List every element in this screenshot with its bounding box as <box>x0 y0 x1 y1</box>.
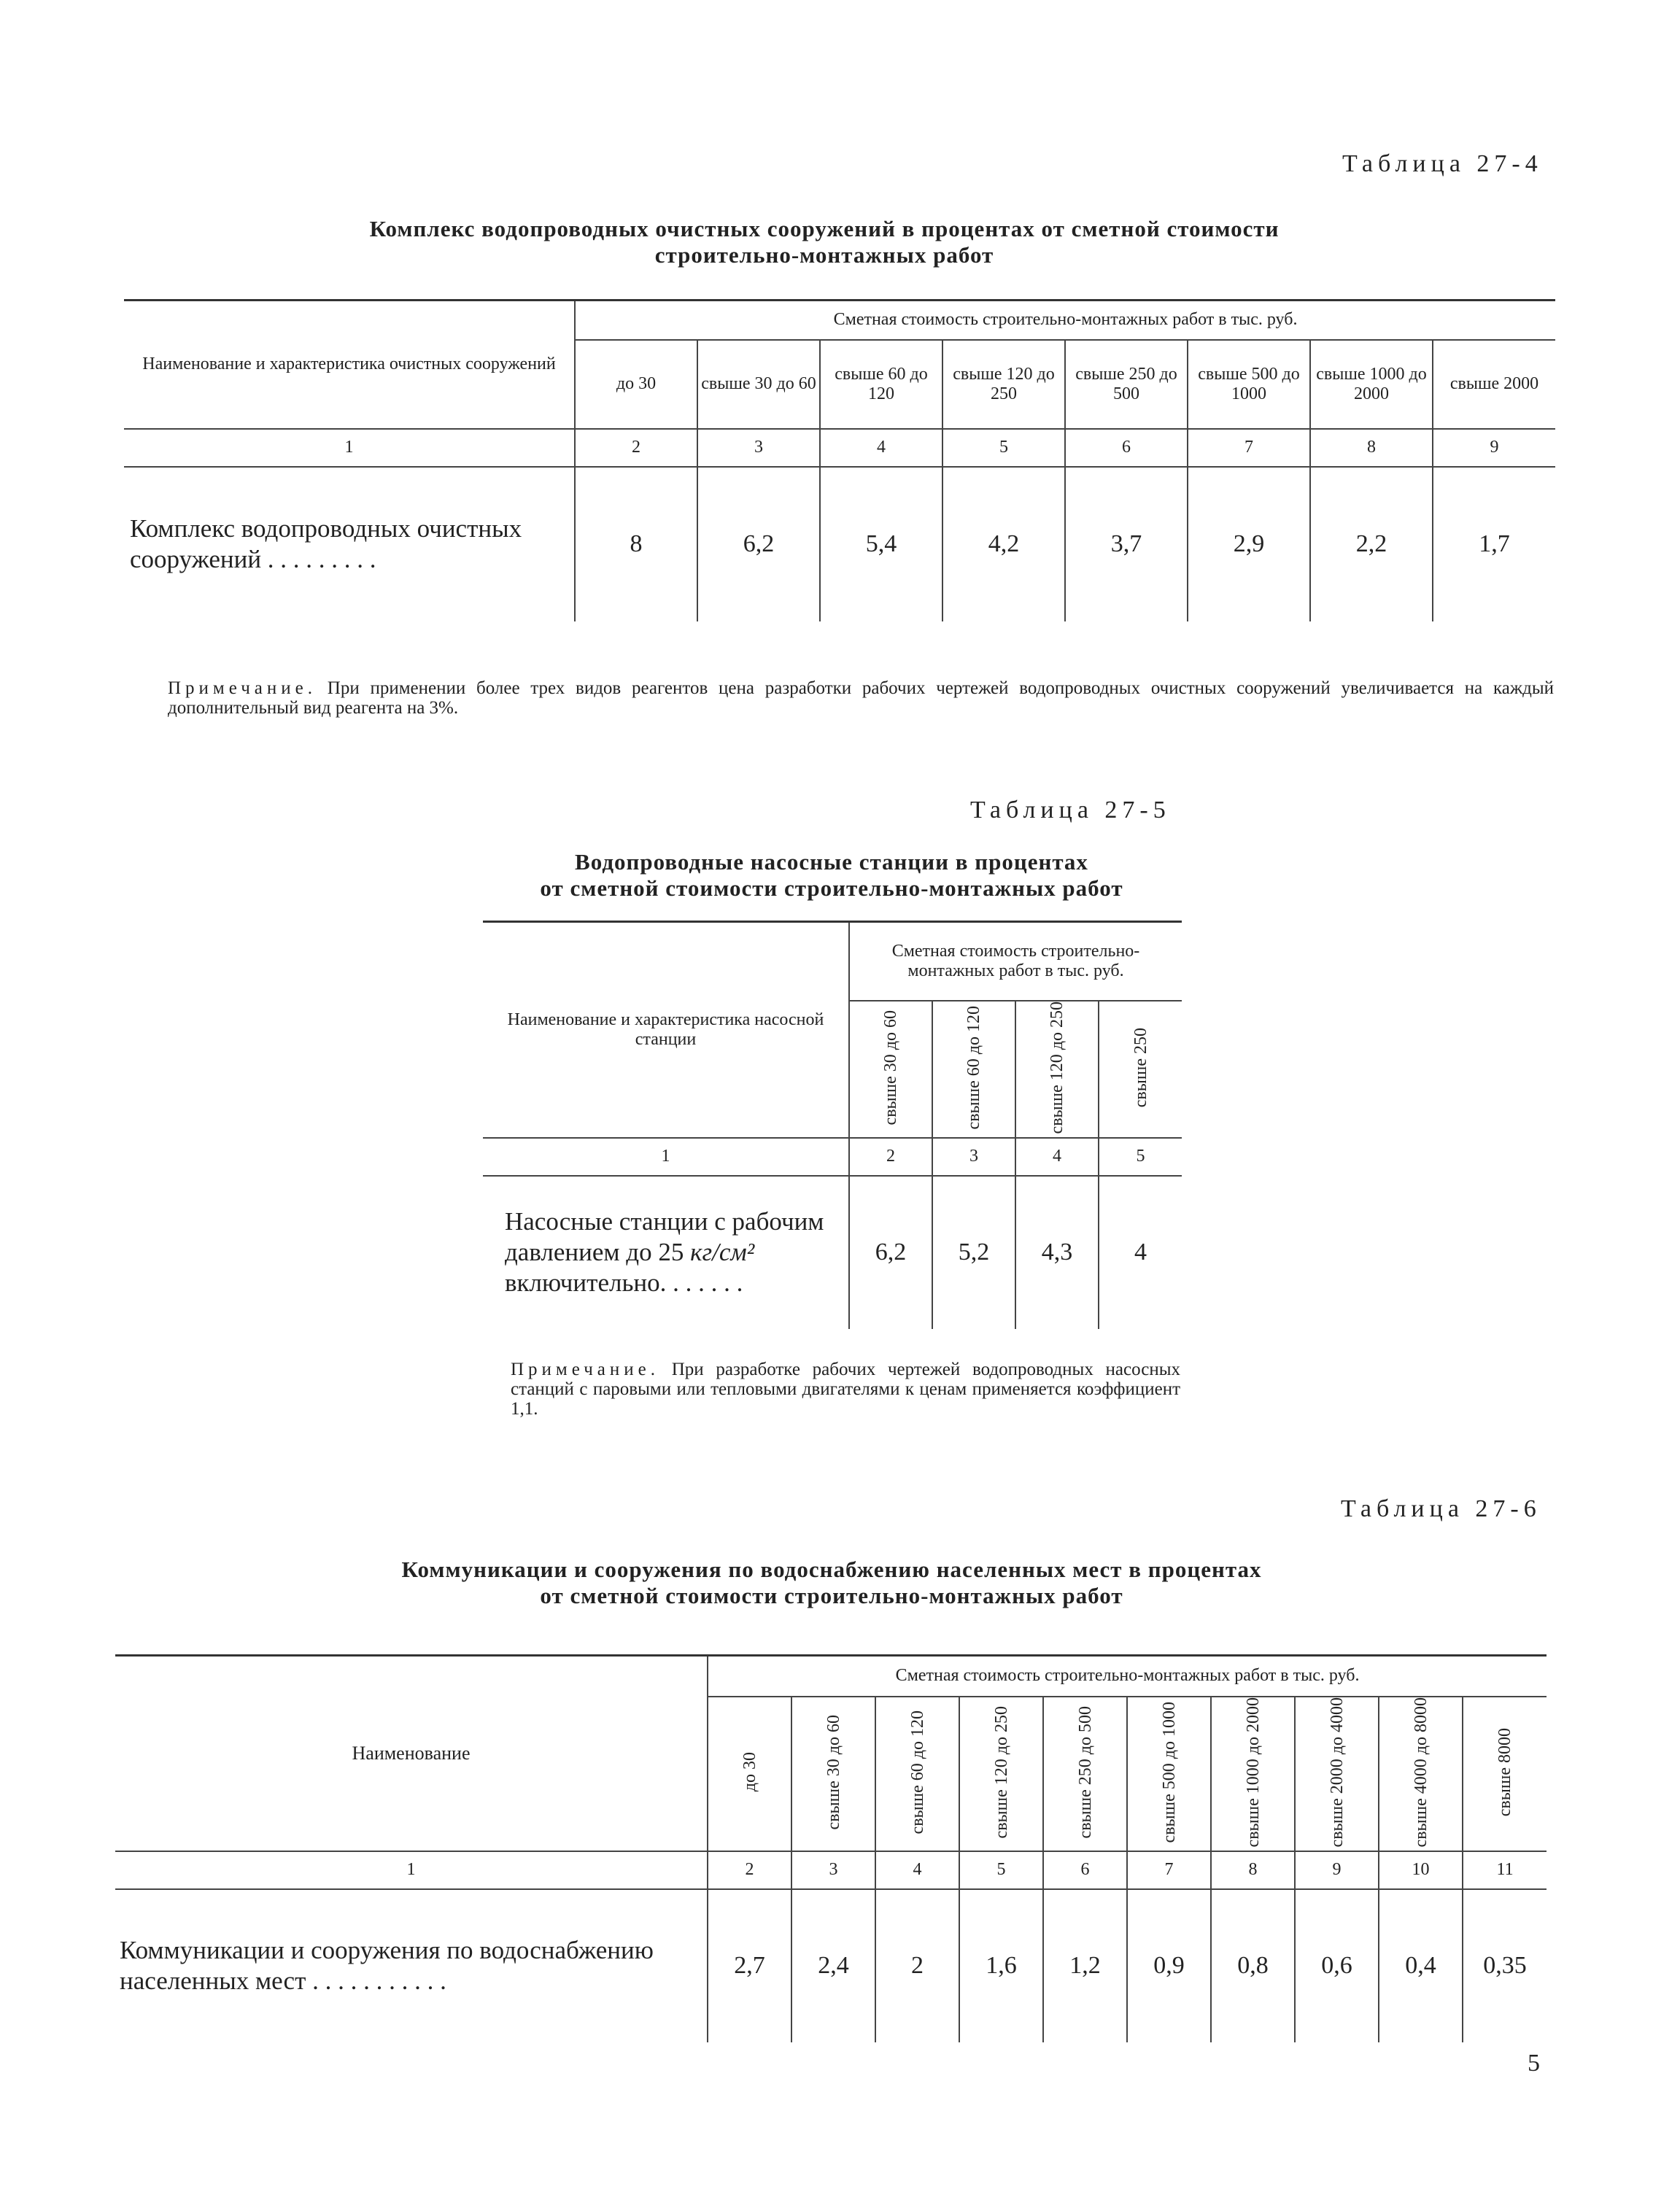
col-header-text: свыше 8000 <box>1495 1727 1515 1816</box>
table-27-4-title-line2: строительно-монтажных работ <box>654 242 994 268</box>
table-27-5-title-line2: от сметной стоимости строительно-монтажных работ <box>540 875 1123 901</box>
table-27-6-col-header <box>791 1697 875 1851</box>
table-27-5-name-header: Наименование и характеристика насосной станции <box>483 922 849 1138</box>
table-27-5-group-header: Сметная стоимость строительно-монтажных работ в тыс. руб. <box>849 922 1182 1001</box>
table-27-4-col-header: свыше 1000 до 2000 <box>1310 340 1433 429</box>
table-27-4-value: 8 <box>575 467 697 621</box>
table-27-5 <box>483 921 1182 1329</box>
table-27-5-col-number: 5 <box>1099 1138 1182 1176</box>
table-27-6-col-header <box>1295 1697 1379 1851</box>
col-header-text: свыше 120 до 250 <box>991 1705 1011 1838</box>
table-27-6-col-number: 8 <box>1211 1851 1295 1889</box>
table-27-4-col-number: 6 <box>1065 429 1188 467</box>
table-27-6-value: 0,9 <box>1127 1889 1211 2042</box>
table-27-6-col-number: 6 <box>1043 1851 1127 1889</box>
table-27-5-col-number: 1 <box>483 1138 849 1176</box>
col-header-text: свыше 2000 до 4000 <box>1327 1697 1347 1847</box>
table-27-4 <box>124 299 1555 621</box>
col-header-text: свыше 60 до 120 <box>907 1710 927 1834</box>
table-27-5-col-number: 3 <box>932 1138 1015 1176</box>
table-27-6-value: 1,2 <box>1043 1889 1127 2042</box>
page-number: 5 <box>1528 2050 1540 2077</box>
table-27-4-value: 1,7 <box>1433 467 1555 621</box>
table-27-4-col-header: свыше 60 до 120 <box>820 340 942 429</box>
table-27-4-value: 2,2 <box>1310 467 1433 621</box>
table-27-4-value: 5,4 <box>820 467 942 621</box>
table-27-4-col-number: 8 <box>1310 429 1433 467</box>
table-27-4-col-number: 3 <box>697 429 820 467</box>
col-header-text: свыше 120 до 250 <box>1048 1001 1067 1134</box>
table-27-6-value: 0,35 <box>1463 1889 1547 2042</box>
table-27-6-value: 0,4 <box>1379 1889 1463 2042</box>
table-27-5-label: Таблица 27-5 <box>970 797 1171 824</box>
note-text: При применении более трех видов реагентов цена разработки рабочих чертежей водопроводных очистных сооружений увеличивается на каждый дополнительный вид реагента на 3%. <box>168 678 1554 718</box>
table-27-6-value: 2,4 <box>791 1889 875 2042</box>
table-27-6-col-number: 5 <box>959 1851 1043 1889</box>
col-header-text: свыше 500 до 1000 <box>1159 1701 1179 1843</box>
table-27-6 <box>115 1654 1547 2042</box>
table-27-4-value: 2,9 <box>1188 467 1310 621</box>
table-27-6-col-number: 3 <box>791 1851 875 1889</box>
table-27-4-name-header: Наименование и характеристика очистных сооружений <box>124 301 575 429</box>
table-27-4-col-number: 1 <box>124 429 575 467</box>
table-27-6-title <box>263 1557 1401 1609</box>
col-header-text: свыше 1000 до 2000 <box>1243 1697 1263 1847</box>
row-name-unit: кг/см² <box>690 1238 755 1267</box>
row-name-part1: Насосные станции с рабочим давлением до 25 <box>505 1207 824 1267</box>
col-header-text: свыше 30 до 60 <box>824 1714 843 1829</box>
table-27-4-col-number: 2 <box>575 429 697 467</box>
table-27-5-col-header <box>1015 1001 1099 1138</box>
table-27-6-col-header <box>1127 1697 1211 1851</box>
table-27-6-col-number: 1 <box>115 1851 708 1889</box>
table-27-4-row-name: Комплекс водопроводных очистных сооружений . . . . . . . . . <box>130 514 522 573</box>
table-27-5-row-name <box>483 1176 849 1329</box>
table-27-6-col-header <box>959 1697 1043 1851</box>
table-27-5-value: 5,2 <box>932 1176 1015 1329</box>
table-27-6-title-line1: Коммуникации и сооружения по водоснабжению населенных мест в процентах <box>401 1557 1262 1582</box>
table-27-4-note <box>168 678 1554 718</box>
table-27-6-label: Таблица 27-6 <box>1341 1495 1541 1522</box>
table-27-4-col-header: свыше 500 до 1000 <box>1188 340 1310 429</box>
table-27-4-value: 4,2 <box>942 467 1065 621</box>
table-27-4-label: Таблица 27-4 <box>1342 150 1543 177</box>
table-27-6-col-number: 7 <box>1127 1851 1211 1889</box>
table-27-6-col-header <box>1211 1697 1295 1851</box>
col-header-text: свыше 250 <box>1131 1027 1150 1107</box>
table-27-5-col-header <box>932 1001 1015 1138</box>
table-27-6-col-header <box>708 1697 791 1851</box>
table-27-6-value: 2 <box>875 1889 959 2042</box>
table-27-6-col-number: 2 <box>708 1851 791 1889</box>
table-27-5-value: 4 <box>1099 1176 1182 1329</box>
table-27-6-row-name: Коммуникации и сооружения по водоснабжению населенных мест . . . . . . . . . . . <box>120 1936 654 1996</box>
table-27-4-col-header: свыше 250 до 500 <box>1065 340 1188 429</box>
table-27-5-title <box>481 849 1182 902</box>
col-header-text: свыше 250 до 500 <box>1075 1705 1095 1838</box>
table-27-4-col-header: свыше 2000 <box>1433 340 1555 429</box>
col-header-text: до 30 <box>740 1752 759 1792</box>
note-text: При разработке рабочих чертежей водопроводных насосных станций с паровыми или тепловыми двигателями к ценам применяется коэффициент 1,1. <box>511 1360 1181 1419</box>
table-27-5-note <box>511 1360 1180 1419</box>
table-27-6-col-number: 9 <box>1295 1851 1379 1889</box>
table-27-5-col-header <box>1099 1001 1182 1138</box>
table-27-6-group-header: Сметная стоимость строительно-монтажных работ в тыс. руб. <box>708 1656 1547 1697</box>
col-header-text: свыше 30 до 60 <box>881 1010 900 1125</box>
table-27-6-col-header <box>1043 1697 1127 1851</box>
table-27-6-col-number: 10 <box>1379 1851 1463 1889</box>
table-27-6-name-header: Наименование <box>115 1656 708 1851</box>
table-27-6-value: 1,6 <box>959 1889 1043 2042</box>
table-27-6-title-line2: от сметной стоимости строительно-монтажных работ <box>540 1583 1123 1608</box>
table-27-4-value: 6,2 <box>697 467 820 621</box>
row-name-part2: включительно. . . . . . . <box>505 1268 743 1298</box>
table-27-4-title-line1: Комплекс водопроводных очистных сооружений в процентах от сметной стоимости <box>369 216 1280 241</box>
table-27-5-value: 6,2 <box>849 1176 932 1329</box>
table-27-4-col-header: до 30 <box>575 340 697 429</box>
table-27-5-col-header <box>849 1001 932 1138</box>
table-27-4-title <box>146 216 1503 268</box>
table-27-4-col-number: 9 <box>1433 429 1555 467</box>
note-label: Примечание. <box>168 678 317 698</box>
table-27-4-group-header: Сметная стоимость строительно-монтажных работ в тыс. руб. <box>575 301 1555 340</box>
table-27-6-col-header <box>1463 1697 1547 1851</box>
table-27-6-col-header <box>1379 1697 1463 1851</box>
table-27-5-col-number: 2 <box>849 1138 932 1176</box>
table-27-5-col-number: 4 <box>1015 1138 1099 1176</box>
table-27-6-value: 0,6 <box>1295 1889 1379 2042</box>
table-27-6-col-number: 11 <box>1463 1851 1547 1889</box>
table-27-4-col-number: 5 <box>942 429 1065 467</box>
table-27-4-col-header: свыше 120 до 250 <box>942 340 1065 429</box>
table-27-6-col-number: 4 <box>875 1851 959 1889</box>
table-27-5-title-line1: Водопроводные насосные станции в процентах <box>575 849 1088 875</box>
table-27-6-col-header <box>875 1697 959 1851</box>
table-27-5-value: 4,3 <box>1015 1176 1099 1329</box>
col-header-text: свыше 4000 до 8000 <box>1411 1697 1431 1847</box>
table-27-6-value: 2,7 <box>708 1889 791 2042</box>
table-27-4-col-number: 4 <box>820 429 942 467</box>
col-header-text: свыше 60 до 120 <box>964 1005 983 1129</box>
note-label: Примечание. <box>511 1360 660 1379</box>
table-27-4-col-number: 7 <box>1188 429 1310 467</box>
table-27-4-col-header: свыше 30 до 60 <box>697 340 820 429</box>
table-27-6-value: 0,8 <box>1211 1889 1295 2042</box>
table-27-4-value: 3,7 <box>1065 467 1188 621</box>
